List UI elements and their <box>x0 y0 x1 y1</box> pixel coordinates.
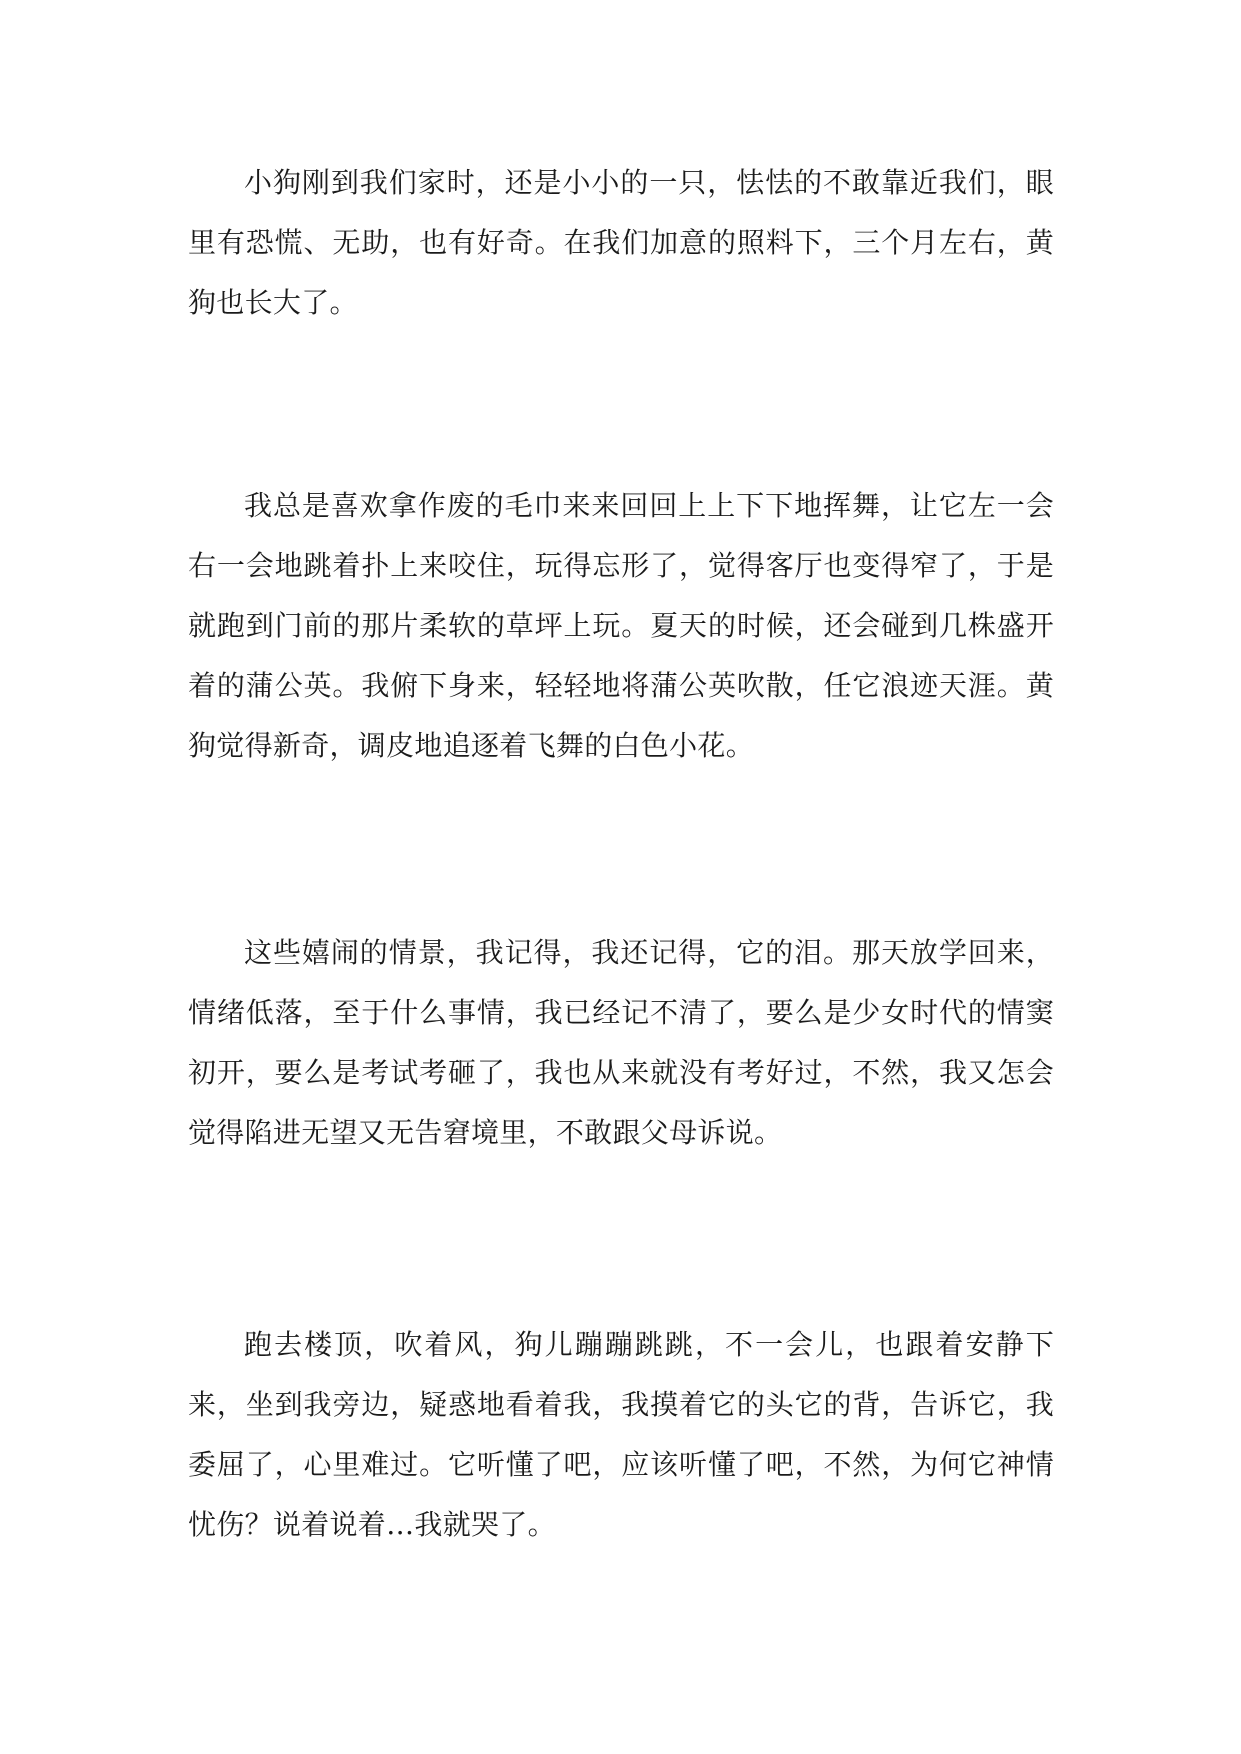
paragraph-1: 小狗刚到我们家时，还是小小的一只，怯怯的不敢靠近我们，眼里有恐慌、无助，也有好奇。在我们加意的照料下，三个月左右，黄狗也长大了。 <box>188 166 1054 319</box>
paragraph-2: 我总是喜欢拿作废的毛巾来来回回上上下下地挥舞，让它左一会右一会地跳着扑上来咬住，玩得忘形了，觉得客厅也变得窄了，于是就跑到门前的那片柔软的草坪上玩。夏天的时候，还会碰到几株盛开着的蒲公英。我俯下身来，轻轻地将蒲公英吹散，任它浪迹天涯。黄狗觉得新奇，调皮地追逐着飞舞的白色小花。 <box>188 489 1054 762</box>
paragraph-3: 这些嬉闹的情景，我记得，我还记得，它的泪。那天放学回来，情绪低落，至于什么事情，我已经记不清了，要么是少女时代的情窦初开，要么是考试考砸了，我也从来就没有考好过，不然，我又怎会觉得陷进无望又无告窘境里，不敢跟父母诉说。 <box>188 936 1054 1149</box>
paragraph-4: 跑去楼顶，吹着风，狗儿蹦蹦跳跳，不一会儿，也跟着安静下来，坐到我旁边，疑惑地看着我，我摸着它的头它的背，告诉它，我委屈了，心里难过。它听懂了吧，应该听懂了吧，不然，为何它神情忧伤？说着说着…我就哭了。 <box>188 1328 1054 1541</box>
